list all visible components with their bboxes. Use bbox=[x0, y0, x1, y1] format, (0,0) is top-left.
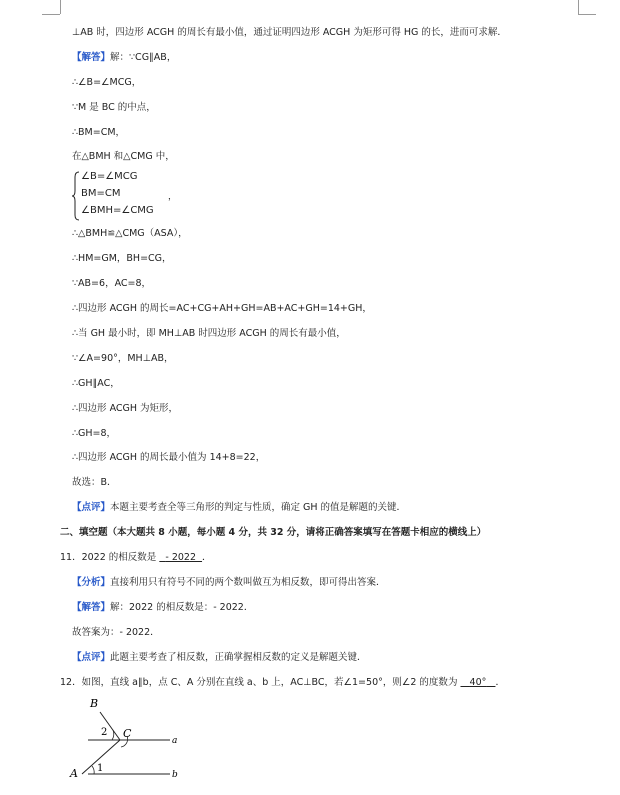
crop-mark-right-v bbox=[578, 0, 579, 14]
question-12 bbox=[60, 677, 505, 689]
angle-1-arc bbox=[92, 766, 94, 774]
answer-tag: 【解答】 bbox=[72, 602, 111, 613]
congruence-system bbox=[72, 171, 192, 221]
crop-mark-left-v bbox=[60, 0, 61, 14]
step-line: ∴HM=GM，BH=CG， bbox=[72, 253, 172, 264]
analysis-line bbox=[72, 577, 386, 589]
question-end: ． bbox=[202, 552, 212, 563]
step-line: ∴四边形 ACGH 的周长=AC+CG+AH+GH=AB+AC+GH=14+GH， bbox=[72, 303, 372, 314]
system-comma: ， bbox=[168, 192, 178, 202]
left-brace-icon bbox=[72, 171, 80, 221]
step-line: ∴四边形 ACGH 的周长最小值为 14+8=22， bbox=[72, 452, 266, 463]
question-text: 12．如图，直线 a∥b，点 C、A 分别在直线 a、b 上，AC⊥BC，若∠1=50°，则∠2 的度数为 bbox=[60, 677, 458, 688]
question-text: 11．2022 的相反数是 bbox=[60, 552, 157, 563]
comment-tag: 【点评】 bbox=[72, 502, 111, 513]
analysis-text: 直接利用只有符号不同的两个数叫做互为相反数，即可得出答案． bbox=[110, 577, 386, 588]
label-angle-1: 1 bbox=[97, 763, 104, 774]
analysis-tag: 【分析】 bbox=[72, 577, 111, 588]
answer-value: - 2022 bbox=[165, 552, 196, 563]
solution-intro-line: ⊥AB 时，四边形 ACGH 的周长有最小值，通过证明四边形 ACGH 为矩形可得 HG 的长，进而可求解． bbox=[72, 27, 507, 38]
crop-mark-right-h bbox=[578, 14, 596, 15]
step-line: ∵AB=6，AC=8， bbox=[72, 278, 152, 289]
system-row: BM=CM bbox=[81, 188, 121, 199]
crop-mark-left-h bbox=[42, 14, 60, 15]
step-line: ∵∠A=90°，MH⊥AB， bbox=[72, 353, 174, 364]
label-line-b: b bbox=[172, 770, 178, 780]
label-a-point: A bbox=[70, 767, 78, 780]
step-line: 在△BMH 和△CMG 中， bbox=[72, 151, 175, 162]
angle-2-arc bbox=[112, 730, 114, 740]
answer-blank bbox=[159, 552, 202, 563]
comment-text: 此题主要考查了相反数，正确掌握相反数的定义是解题关键． bbox=[110, 652, 367, 663]
system-row: ∠BMH=∠CMG bbox=[81, 205, 154, 216]
answer-text: 解：∵CG∥AB， bbox=[110, 52, 177, 63]
geometry-figure bbox=[68, 696, 188, 786]
label-b-point: B bbox=[90, 697, 99, 710]
comment-line bbox=[72, 502, 406, 514]
comment-text: 本题主要考查全等三角形的判定与性质，确定 GH 的值是解题的关键． bbox=[110, 502, 407, 513]
step-line: ∴GH∥AC， bbox=[72, 378, 120, 389]
question-11 bbox=[60, 552, 212, 564]
step-line: ∴当 GH 最小时，即 MH⊥AB 时四边形 ACGH 的周长有最小值， bbox=[72, 328, 346, 339]
answer-blank bbox=[460, 677, 495, 688]
step-line: ∴GH=8， bbox=[72, 428, 117, 439]
label-c-point: C bbox=[123, 727, 132, 740]
step-line: ∴∠B=∠MCG， bbox=[72, 77, 142, 88]
step-line: ∵M 是 BC 的中点， bbox=[72, 102, 156, 113]
final-answer-line: 故答案为：- 2022． bbox=[72, 627, 160, 638]
step-line: 故选：B． bbox=[72, 477, 117, 488]
step-line: ∴四边形 ACGH 为矩形， bbox=[72, 403, 179, 414]
question-end: ． bbox=[495, 677, 505, 688]
answer-line-1 bbox=[72, 52, 176, 64]
answer-tag: 【解答】 bbox=[72, 52, 111, 63]
label-line-a: a bbox=[172, 736, 178, 746]
step-line: ∴△BMH≌△CMG（ASA）， bbox=[72, 228, 188, 239]
answer-text: 解：2022 的相反数是：- 2022． bbox=[110, 602, 254, 613]
comment-line bbox=[72, 652, 367, 664]
answer-value: 40° bbox=[469, 677, 487, 688]
comment-tag: 【点评】 bbox=[72, 652, 111, 663]
answer-line bbox=[72, 602, 253, 614]
label-angle-2: 2 bbox=[101, 727, 108, 738]
section-heading: 二、填空题（本大题共 8 小题，每小题 4 分，共 32 分，请将正确答案填写在答题卡相应的横线上） bbox=[60, 527, 487, 538]
step-line: ∴BM=CM， bbox=[72, 127, 126, 138]
system-row: ∠B=∠MCG bbox=[81, 171, 138, 182]
